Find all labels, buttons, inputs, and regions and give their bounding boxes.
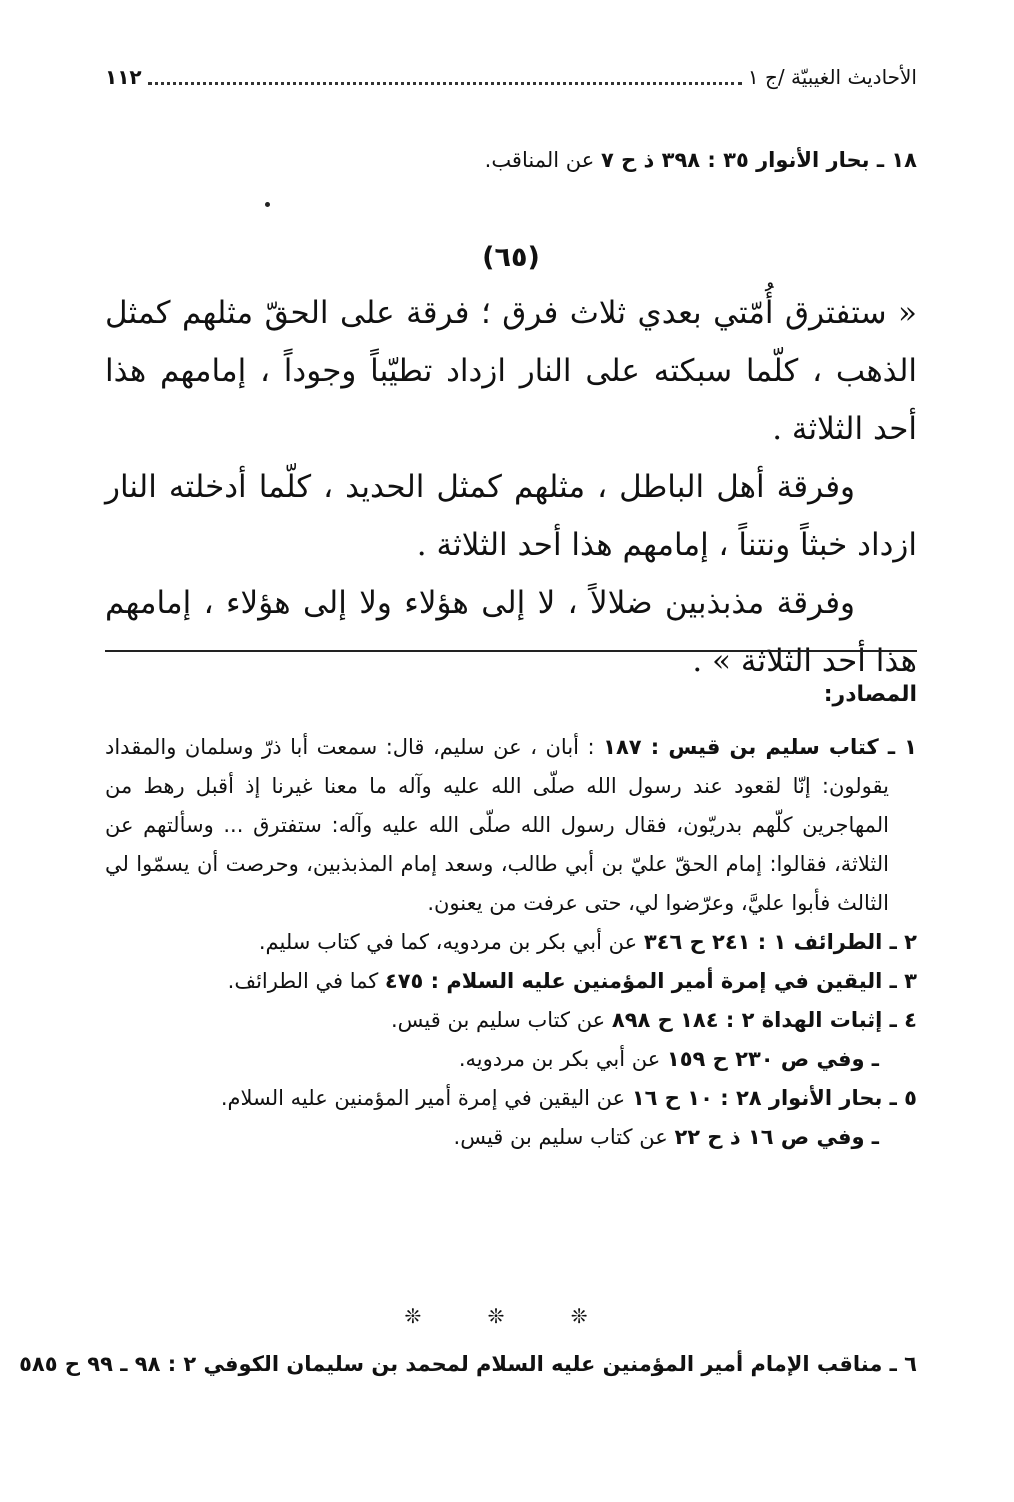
hadith-paragraph: وفرقة أهل الباطل ، مثلهم كمثل الحديد ، كلّما أدخلته النار ازداد خبثاً ونتناً ، إمامهم هذا أحد الثلاثة . (105, 469, 917, 563)
book-page (19, 52, 917, 1472)
source-subitem (105, 1040, 917, 1079)
source-item (105, 1001, 917, 1040)
running-title: الأحاديث الغيبيّة /ج ١ (747, 65, 917, 89)
leader-dots (148, 70, 742, 85)
source-text: عن كتاب سليم بن قيس. (390, 1008, 612, 1032)
running-header (105, 60, 917, 94)
source-item (105, 923, 917, 962)
source-label: ٤ ـ إثبات الهداة ٢ : ١٨٤ ح ٨٩٨ (611, 1008, 917, 1032)
source-label: ٢ ـ الطرائف ١ : ٢٤١ ح ٣٤٦ (643, 930, 917, 954)
source-item (105, 962, 917, 1001)
page-number: ١١٢ (105, 65, 142, 89)
section-separator: ❊ ❊ ❊ (404, 1304, 618, 1328)
next-source-line: ٦ ـ مناقب الإمام أمير المؤمنين عليه السلام لمحمد بن سليمان الكوفي ٢ : ٩٨ ـ ٩٩ ح ٥٨٥ (19, 1352, 917, 1376)
source-item (105, 728, 917, 923)
source-text: كما في الطرائف. (227, 969, 385, 993)
source-label: ٥ ـ بحار الأنوار ٢٨ : ١٠ ح ١٦ (631, 1086, 917, 1110)
hadith-paragraph: وفرقة مذبذبين ضلالاً ، لا إلى هؤلاء ولا إلى هؤلاء ، إمامهم هذا أحد الثلاثة » . (105, 585, 917, 679)
source-label: ـ وفي ص ١٦ ذ ح ٢٢ (674, 1125, 879, 1149)
source-text: عن أبي بكر بن مردويه، كما في كتاب سليم. (258, 930, 644, 954)
footnote-divider (105, 650, 917, 652)
hadith-text (105, 284, 917, 690)
previous-source-text: عن المناقب. (484, 148, 601, 172)
print-speck (265, 202, 270, 207)
source-label: ٣ ـ اليقين في إمرة أمير المؤمنين عليه السلام : ٤٧٥ (384, 969, 917, 993)
hadith-paragraph: « ستفترق أُمّتي بعدي ثلاث فرق ؛ فرقة على الحقّ مثلهم كمثل الذهب ، كلّما سبكته على النار ازداد تطيّباً وجوداً ، إمامهم هذا أحد الثلاثة . (105, 295, 917, 447)
source-item (105, 1079, 917, 1118)
hadith-number: (٦٥) (482, 242, 540, 273)
previous-source-note (485, 148, 917, 172)
source-text: : أبان ، عن سليم، قال: سمعت أبا ذرّ وسلمان والمقداد يقولون: إنّا لقعود عند رسول الله صلّى الله عليه وآله ما معنا غيرنا إذ أقبل رهط من المهاجرين كلّهم بدريّون، فقال رسول الله صلّى الله عليه وآله: ستفترق ... وسألتهم عن الثلاثة، فقالوا: إمام الحقّ عليّ بن أبي طالب، وسعد إمام المذبذبين، وحرصت أن يسمّوا لي الثالث فأبوا عليَّ، وعرّضوا لي، حتى عرفت من يعنون. (105, 735, 889, 915)
sources-heading: المصادر: (823, 682, 917, 707)
source-subitem (105, 1118, 917, 1157)
source-label: ١ ـ كتاب سليم بن قيس : ١٨٧ (603, 735, 917, 759)
source-text: عن اليقين في إمرة أمير المؤمنين عليه السلام. (220, 1086, 632, 1110)
source-label: ـ وفي ص ٢٣٠ ح ١٥٩ (666, 1047, 879, 1071)
previous-source-label: ١٨ ـ بحار الأنوار ٣٥ : ٣٩٨ ذ ح ٧ (600, 148, 917, 172)
source-text: عن أبي بكر بن مردويه. (458, 1047, 667, 1071)
source-text: عن كتاب سليم بن قيس. (453, 1125, 675, 1149)
sources-list (105, 728, 917, 1157)
